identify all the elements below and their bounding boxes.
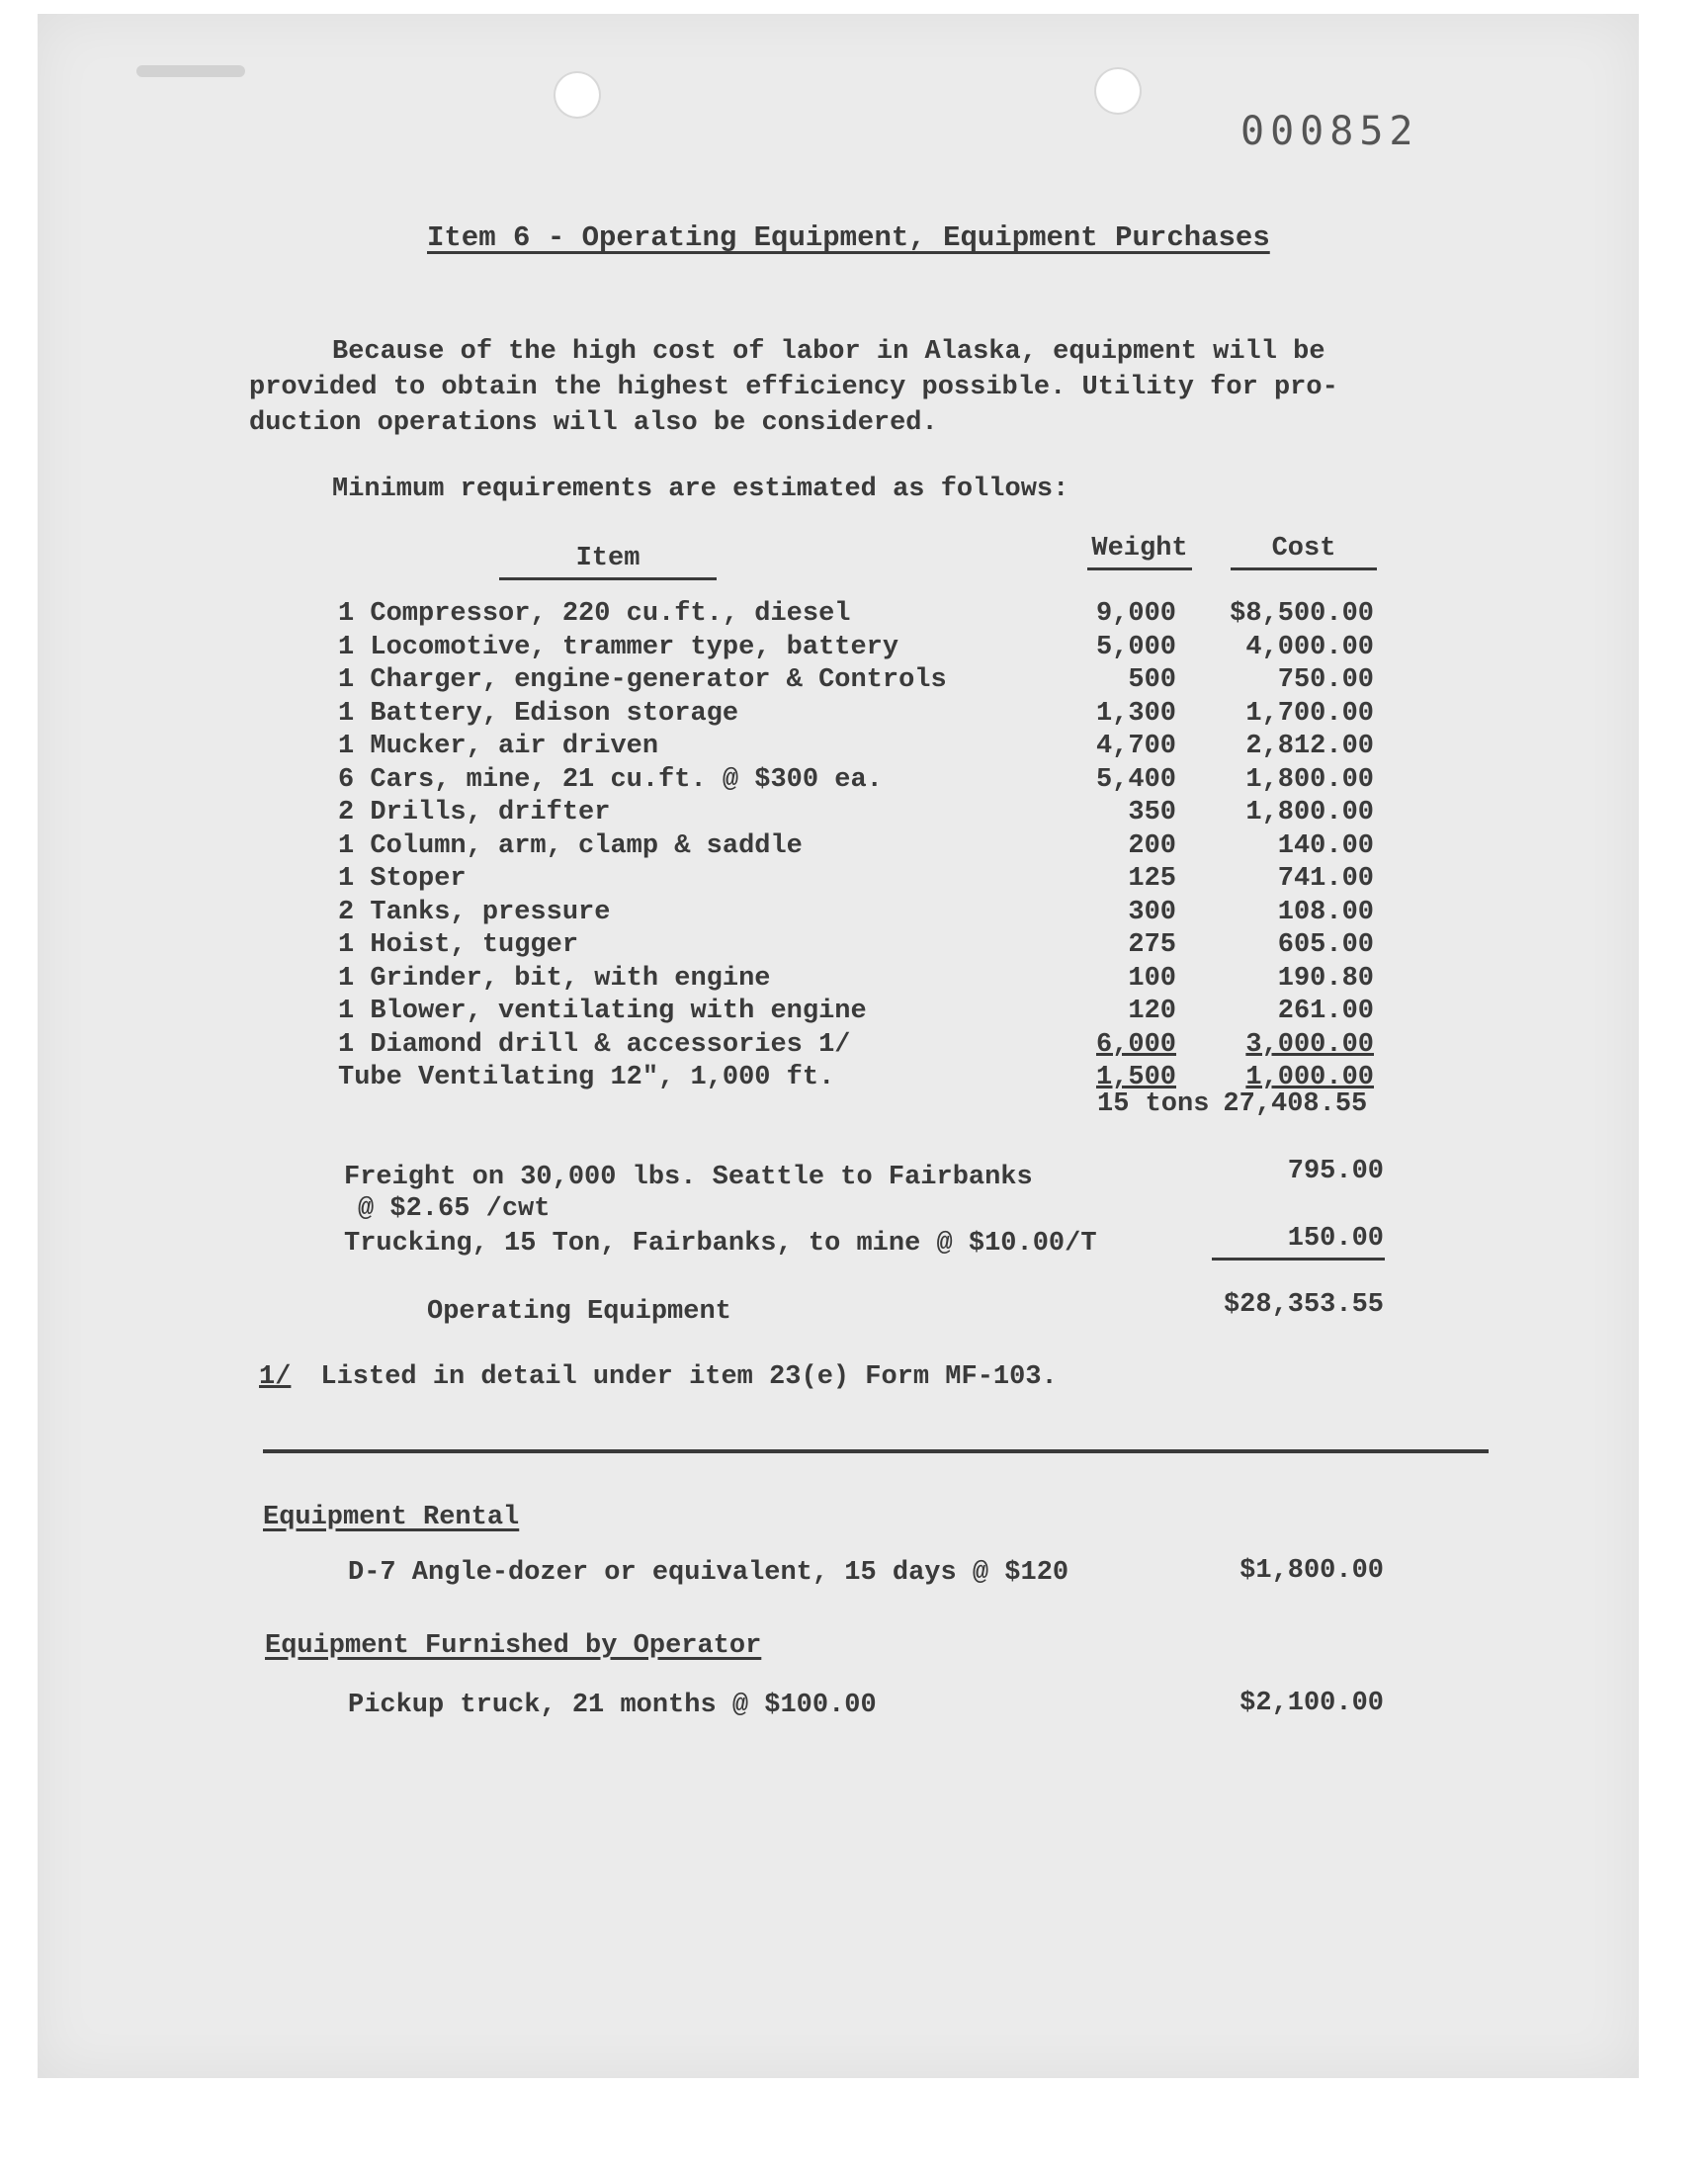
item-cost: $8,500.00 xyxy=(1230,599,1374,629)
item-description: 1 Diamond drill & accessories 1/ xyxy=(338,1029,851,1060)
table-row xyxy=(326,930,1394,964)
footnote xyxy=(259,1362,1058,1392)
operating-equipment-amount: $28,353.55 xyxy=(1223,1290,1384,1320)
column-header-cost: Cost xyxy=(1231,534,1377,570)
item-description: 1 Locomotive, trammer type, battery xyxy=(338,632,899,662)
freight-amount: 795.00 xyxy=(1287,1157,1384,1186)
equipment-total xyxy=(1097,1089,1367,1119)
item-weight: 6,000 xyxy=(1095,1029,1176,1060)
item-cost: 1,000.00 xyxy=(1245,1063,1374,1092)
table-row xyxy=(326,831,1394,865)
rental-amount: $1,800.00 xyxy=(1239,1556,1384,1586)
operator-description: Pickup truck, 21 months @ $100.00 xyxy=(348,1691,877,1720)
paragraph-line: duction operations will also be considered. xyxy=(249,408,938,438)
item-weight: 9,000 xyxy=(1095,599,1176,629)
freight-description xyxy=(344,1162,1033,1225)
item-cost: 741.00 xyxy=(1277,864,1374,894)
item-cost: 605.00 xyxy=(1277,930,1374,960)
item-description: 2 Drills, drifter xyxy=(338,798,611,827)
total-weight: 15 tons xyxy=(1097,1089,1210,1119)
paragraph-line: Because of the high cost of labor in Alaska, equipment will be xyxy=(332,337,1325,367)
item-weight: 100 xyxy=(1128,963,1176,994)
item-cost: 1,800.00 xyxy=(1245,798,1374,827)
operator-amount: $2,100.00 xyxy=(1239,1689,1384,1718)
item-description: 1 Mucker, air driven xyxy=(338,732,659,761)
table-row xyxy=(326,599,1394,633)
operator-heading: Equipment Furnished by Operator xyxy=(265,1631,762,1661)
footnote-mark: 1/ xyxy=(259,1362,292,1392)
item-weight: 5,000 xyxy=(1095,632,1176,662)
item-description: 1 Charger, engine-generator & Controls xyxy=(338,665,947,695)
item-description: 1 Blower, ventilating with engine xyxy=(338,997,867,1026)
paragraph-line: provided to obtain the highest efficiency possible. Utility for pro- xyxy=(249,373,1338,402)
item-cost: 261.00 xyxy=(1277,997,1374,1026)
item-weight: 350 xyxy=(1128,798,1176,827)
freight-rate: @ $2.65 /cwt xyxy=(358,1194,551,1224)
trucking-description: Trucking, 15 Ton, Fairbanks, to mine @ $10.00/T xyxy=(344,1229,1097,1259)
item-description: 1 Grinder, bit, with engine xyxy=(338,963,771,994)
page-title: Item 6 - Operating Equipment, Equipment Purchases xyxy=(427,221,1270,254)
rental-description: D-7 Angle-dozer or equivalent, 15 days @ $120 xyxy=(348,1558,1069,1588)
item-cost: 2,812.00 xyxy=(1245,732,1374,761)
item-weight: 1,500 xyxy=(1095,1063,1176,1092)
item-weight: 200 xyxy=(1128,830,1176,861)
item-weight: 125 xyxy=(1128,864,1176,894)
table-row xyxy=(326,997,1394,1030)
item-weight: 300 xyxy=(1128,897,1176,927)
item-description: Tube Ventilating 12", 1,000 ft. xyxy=(338,1063,835,1092)
equipment-table xyxy=(326,599,1394,1096)
table-row xyxy=(326,798,1394,831)
rental-heading: Equipment Rental xyxy=(263,1503,520,1532)
item-description: 1 Battery, Edison storage xyxy=(338,698,739,729)
intro-paragraph xyxy=(249,334,1396,441)
table-row xyxy=(326,864,1394,898)
table-row xyxy=(326,1030,1394,1064)
smudge-mark xyxy=(136,65,245,77)
item-description: 1 Compressor, 220 cu.ft., diesel xyxy=(338,599,851,629)
item-weight: 4,700 xyxy=(1095,732,1176,761)
total-cost: 27,408.55 xyxy=(1223,1089,1368,1119)
item-cost: 140.00 xyxy=(1277,830,1374,861)
punch-hole-left xyxy=(555,73,599,117)
item-weight: 275 xyxy=(1128,930,1176,960)
item-cost: 108.00 xyxy=(1277,897,1374,927)
punch-hole-right xyxy=(1096,69,1140,113)
item-cost: 1,700.00 xyxy=(1245,698,1374,729)
table-row xyxy=(326,699,1394,733)
freight-line: Freight on 30,000 lbs. Seattle to Fairbanks xyxy=(344,1163,1033,1192)
item-description: 1 Hoist, tugger xyxy=(338,930,579,960)
item-cost: 190.80 xyxy=(1277,963,1374,994)
item-cost: 4,000.00 xyxy=(1245,632,1374,662)
table-row xyxy=(326,898,1394,931)
item-description: 6 Cars, mine, 21 cu.ft. @ $300 ea. xyxy=(338,764,883,795)
section-divider xyxy=(263,1449,1489,1453)
item-cost: 750.00 xyxy=(1277,665,1374,695)
table-row xyxy=(326,633,1394,666)
item-weight: 500 xyxy=(1128,665,1176,695)
table-row xyxy=(326,665,1394,699)
document-number: 000852 xyxy=(1240,109,1419,154)
table-row xyxy=(326,732,1394,765)
column-header-item: Item xyxy=(499,544,717,580)
item-cost: 1,800.00 xyxy=(1245,764,1374,795)
item-weight: 5,400 xyxy=(1095,764,1176,795)
table-row xyxy=(326,765,1394,799)
item-cost: 3,000.00 xyxy=(1245,1029,1374,1060)
table-row xyxy=(326,964,1394,998)
subtotal-rule xyxy=(1212,1258,1385,1261)
item-description: 1 Stoper xyxy=(338,864,467,894)
footnote-text: Listed in detail under item 23(e) Form MF-103. xyxy=(320,1362,1058,1392)
item-weight: 1,300 xyxy=(1095,698,1176,729)
trucking-amount: 150.00 xyxy=(1287,1224,1384,1254)
requirements-intro: Minimum requirements are estimated as follows: xyxy=(332,475,1069,504)
column-header-weight: Weight xyxy=(1087,534,1192,570)
item-weight: 120 xyxy=(1128,997,1176,1026)
item-description: 1 Column, arm, clamp & saddle xyxy=(338,830,803,861)
item-description: 2 Tanks, pressure xyxy=(338,897,611,927)
operating-equipment-label: Operating Equipment xyxy=(427,1297,731,1327)
